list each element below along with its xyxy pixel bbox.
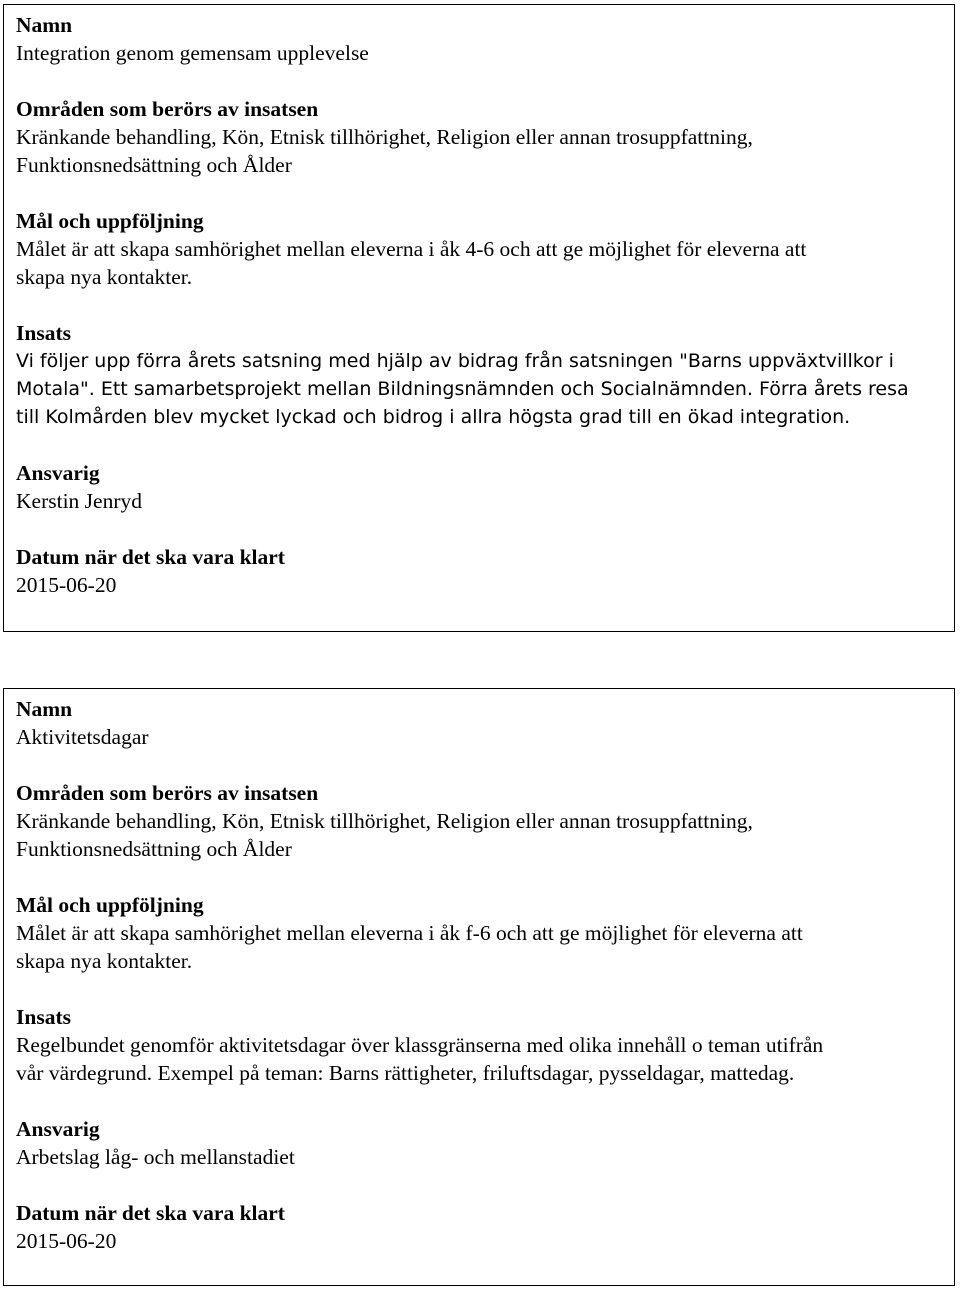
action-field [16,1003,942,1087]
areas-field [16,95,942,179]
areas-line-1: Kränkande behandling, Kön, Etnisk tillhörighet, Religion eller annan trosuppfattning, [16,125,753,149]
date-field [16,1199,942,1255]
action-line-1: Vi följer upp förra årets satsning med hjälp av bidrag från satsningen "Barns uppväxtvillkor i [16,350,894,372]
areas-label: Områden som berörs av insatsen [16,781,319,805]
date-value: 2015-06-20 [16,1229,117,1253]
responsible-field [16,459,942,515]
goal-field [16,207,942,291]
action-line-2: Motala". Ett samarbetsprojekt mellan Bildningsnämnden och Socialnämnden. Förra årets resa [16,378,909,400]
date-value: 2015-06-20 [16,573,117,597]
areas-label: Områden som berörs av insatsen [16,97,319,121]
goal-field [16,891,942,975]
goal-line-1: Målet är att skapa samhörighet mellan eleverna i åk f-6 och att ge möjlighet för eleverna att [16,921,803,945]
action-line-2: vår värdegrund. Exempel på teman: Barns rättigheter, friluftsdagar, pysseldagar, mattedag. [16,1061,795,1085]
goal-label: Mål och uppföljning [16,209,204,233]
action-field [16,319,942,431]
action-line-3: till Kolmården blev mycket lyckad och bidrog i allra högsta grad till en ökad integration. [16,406,851,428]
name-label: Namn [16,697,73,721]
areas-line-2: Funktionsnedsättning och Ålder [16,153,292,177]
areas-line-1: Kränkande behandling, Kön, Etnisk tillhörighet, Religion eller annan trosuppfattning, [16,809,753,833]
areas-field [16,779,942,863]
date-field [16,543,942,599]
name-field [16,11,942,67]
name-value: Integration genom gemensam upplevelse [16,41,369,65]
name-field [16,695,942,751]
responsible-value: Arbetslag låg- och mellanstadiet [16,1145,295,1169]
responsible-label: Ansvarig [16,1117,100,1141]
goal-line-1: Målet är att skapa samhörighet mellan eleverna i åk 4-6 och att ge möjlighet för eleverna att [16,237,807,261]
name-label: Namn [16,13,73,37]
entry-box-1 [3,4,955,632]
responsible-label: Ansvarig [16,461,100,485]
responsible-value: Kerstin Jenryd [16,489,142,513]
entry-box-2 [3,688,955,1286]
name-value: Aktivitetsdagar [16,725,149,749]
date-label: Datum när det ska vara klart [16,1201,285,1225]
action-label: Insats [16,321,71,345]
responsible-field [16,1115,942,1171]
date-label: Datum när det ska vara klart [16,545,285,569]
action-label: Insats [16,1005,71,1029]
goal-line-2: skapa nya kontakter. [16,265,193,289]
goal-line-2: skapa nya kontakter. [16,949,193,973]
action-line-1: Regelbundet genomför aktivitetsdagar över klassgränserna med olika innehåll o teman utifrån [16,1033,824,1057]
goal-label: Mål och uppföljning [16,893,204,917]
areas-line-2: Funktionsnedsättning och Ålder [16,837,292,861]
